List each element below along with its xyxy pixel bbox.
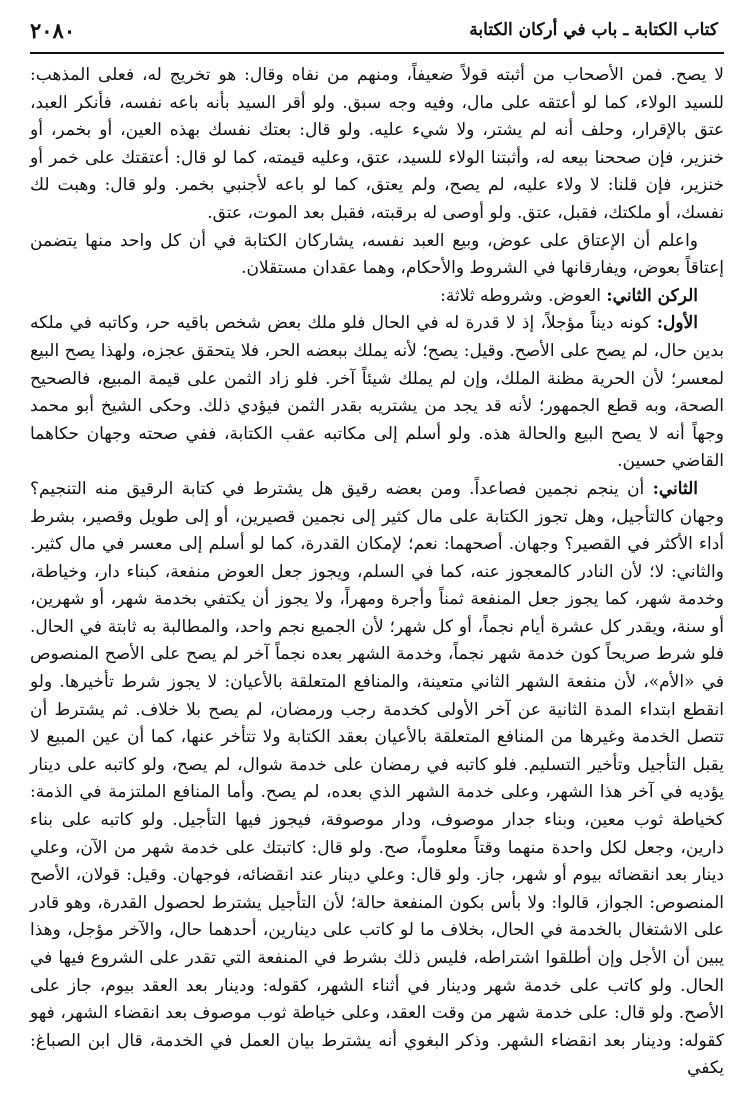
header-title: كتاب الكتابة ـ باب في أركان الكتابة (469, 20, 718, 40)
paragraph-text: لا يصح. فمن الأصحاب من أثبته قولاً ضعيفاً، ومنهم من نفاه وقال: هو تخريج له، فعلى المذهب: للسيد الولاء، كما لو أعتقه على مال، وفيه وجه سبق. ولو أقر السيد بأنه باعه نفسه، فأنكر العبد، عتق بالإقرار، وحلف أنه لم يشتر، ولا شيء عليه. ولو قال: بعتك نفسك بهذه العين، أو بخمر، أو خنزير، فإن صححنا بيعه له، وأثبتنا الولاء للسيد، عتق، وعليه قيمته، كما لو قال: أعتقتك على خمر أو خنزير، فإن قلنا: لا ولاء عليه، لم يصح، ولم يعتق، كما لو باعه لأجنبي بخمر. ولو قال: وهبت لك نفسك، أو ملكتك، فقبل، عتق. ولو أوصى له برقبته، فقبل بعد الموت، عتق. (30, 65, 724, 223)
paragraph-text: العوض. وشروطه ثلاثة: (440, 285, 607, 306)
condition-lead: الثاني: (652, 478, 698, 499)
paragraph-text: كونه ديناً مؤجلاً، إذ لا قدرة له في الحال فلو ملك بعض شخص باقيه حر، وكاتبه في ملكه بدين حال، لم يصح على الأصح. وقيل: يصح؛ لأنه يملك ببعضه الحر، فلا يتحقق عجزه، ولهذا يصح البيع لمعسر؛ لأن الحرية مظنة الملك، وإن لم يملك شيئاً آخر. فلو زاد الثمن على قيمة المبيع، فالصحيح الصحة، وبه قطع الجمهور؛ لأنه قد يجد من يشتريه بقدر الثمن فيؤدي ذلك. وحكى الشيخ أبو محمد وجهاً أنه لا يصح البيع والحالة هذه. ولو أسلم إلى مكاتبه عقب الكتابة، ففي صحته وجهان حكاهما القاضي حسين. (30, 313, 724, 472)
paragraph-condition-1 (30, 310, 724, 476)
paragraph-condition-2 (30, 476, 724, 1083)
running-header (30, 12, 724, 54)
paragraph-text: واعلم أن الإعتاق على عوض، وبيع العبد نفسه، يشاركان الكتابة في أن كل واحد منها يتضمن إعتاقاً بعوض، ويفارقانها في الشروط والأحكام، وهما عقدان مستقلان. (30, 230, 724, 279)
page-number: ٢٠٨٠ (30, 18, 76, 43)
paragraph-text: أن ينجم نجمين فصاعداً. ومن بعضه رقيق هل يشترط في كتابة الرقيق منه التنجيم؟ وجهان كالتأجيل، وهل تجوز الكتابة على مال كثير إلى نجمين قصيرين، أو إلى طويل وقصير، بشرط أداء الأكثر في القصير؟ وجهان. أصحهما: نعم؛ لإمكان القدرة، كما لو أسلم إلى معسر في مال كثير. والثاني: لا؛ لأن النادر كالمعجوز عنه، كما في السلم، ويجوز جعل العوض منفعة، كبناء دار، وخياطة، وخدمة شهر، كما يجوز جعل المنفعة ثمناً وأجرة ومهراً، ولا يجوز أن يكتفي بخدمة شهر، أو شهرين، أو سنة، ويقدر كل عشرة أيام نجماً، أو كل شهر؛ لأن الجميع نجم واحد، والمطالبة به ثابتة في الحال. فلو شرط صريحاً كون خدمة شهر نجماً، وخدمة الشهر بعده نجماً آخر لم يصح على الأصح المنصوص في «الأم»، لأن منفعة الشهر الثاني متعينة، والمنافع المتعلقة بالأعيان: لا يجوز شرط تأخيرها. ولو انقطع ابتداء المدة الثانية عن آخر الأولى كخدمة رجب ورمضان، لم يصح بلا خلاف. ثم يشترط أن تتصل الخدمة وغيرها من المنافع المتعلقة بالأعيان بعقد الكتابة ولا تتأخر عنها، كما أن عين المبيع لا يقبل التأجيل وتأخير التسليم. فلو كاتبه في رمضان على خدمة شوال، لم يصح، ولو كاتبه على دينار يؤديه في آخر هذا الشهر، وعلى خدمة الشهر الذي بعده، لم يصح. وأما المنافع الملتزمة في الذمة: كخياطة ثوب معين، وبناء جدار موصوف، ودار موصوفة، فيجوز فيها التأجيل. ولو كاتبه على بناء دارين، وجعل لكل واحدة منهما وقتاً معلوماً، صح. ولو قال: كاتبتك على خدمة شهر من الآن، وعلي دينار بعد انقضائه بيوم أو شهر، جاز. ولو قال: وعلي دينار عند انقضائه، فوجهان. وقيل: قولان، الأصح المنصوص: الجواز، قالوا: ولا بأس بكون المنفعة حالة؛ لأن التأجيل يشترط لحصول القدرة، وهو قادر على الاشتغال بالخدمة في الحال، بخلاف ما لو كاتب على دينارين، أحدهما حال، والآخر مؤجل، وهذا يبين أن الأجل وإن أطلقوا اشتراطه، فليس ذلك بشرط في المنفعة التي تقدر على الشروع فيها في الحال. ولو كاتب على خدمة شهر ودينار في أثناء الشهر، كقوله: ودينار بعد العقد بيوم، جاز على الأصح. ولو قال: على خدمة شهر من وقت العقد، وعلى خياطة ثوب موصوف بعد انقضاء الشهر، فهو كقوله: ودينار بعد انقضاء الشهر. وذكر البغوي أنه يشترط بيان العمل في الخدمة، قال ابن الصباغ: يكفي (30, 478, 724, 1079)
body-text (30, 62, 724, 1083)
condition-lead: الأول: (656, 313, 698, 334)
paragraph-2 (30, 228, 724, 283)
page (30, 12, 724, 1083)
paragraph-1 (30, 62, 724, 228)
section-heading (30, 283, 698, 311)
section-lead: الركن الثاني: (606, 285, 698, 306)
